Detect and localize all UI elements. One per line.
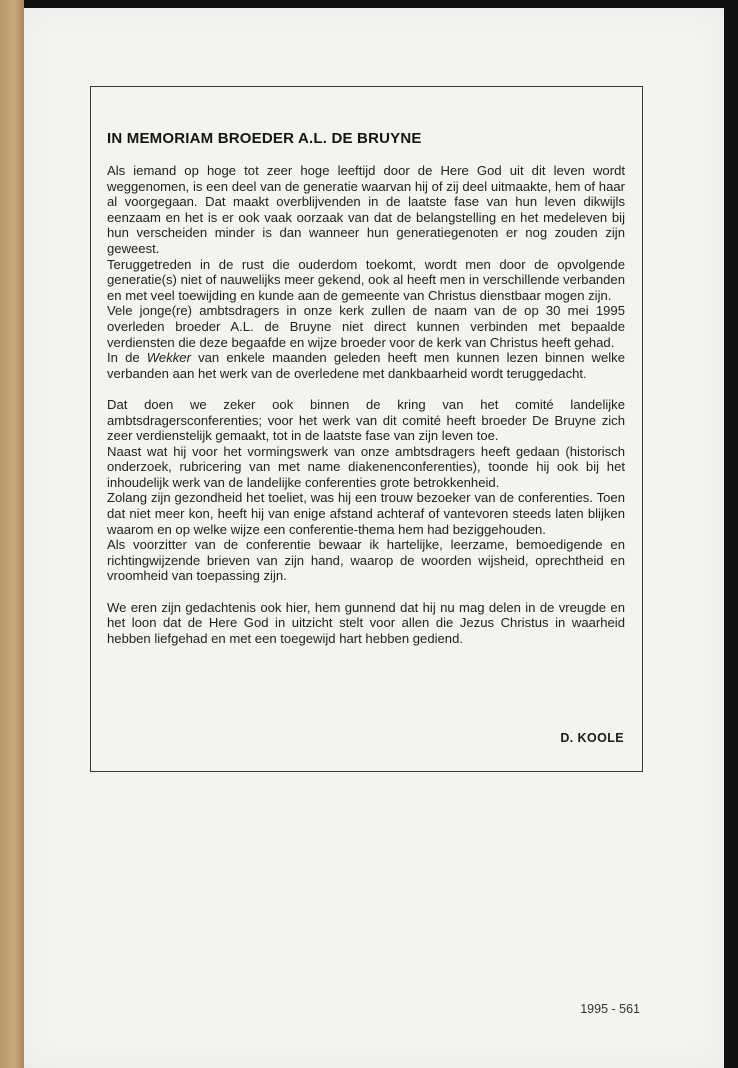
scan-right-edge [724, 0, 738, 1068]
paragraph: Dat doen we zeker ook binnen de kring van het comité landelijke ambtsdragersconferenties; voor het werk van dit comité heeft broeder De Bruyne zich zeer verdienstelijk gemaakt, tot in de laatste fase van zijn leven toe. [107, 396, 625, 444]
paragraph-text: van enkele maanden geleden heeft men kunnen lezen binnen welke verbanden aan het werk van de overledene met dankbaarheid wordt teruggedacht. [107, 350, 625, 381]
paragraph: Naast wat hij voor het vormingswerk van onze ambtsdragers heeft gedaan (historisch onderzoek, rubricering van met name diakenenconferenties), toonde hij ook bij het inhoudelijk werk van de landelijke conferenties grote betrokkenheid. [107, 443, 625, 490]
paragraph: Zolang zijn gezondheid het toeliet, was hij een trouw bezoeker van de conferenties. Toen dat niet meer kon, heeft hij van enige afstand achteraf of vantevoren steeds laten blijken waarom en op welke wijze een conferentie-thema hem had beziggehouden. [107, 490, 625, 537]
page-number: 1995 - 561 [580, 1002, 640, 1016]
paragraph: Vele jonge(re) ambtsdragers in onze kerk zullen de naam van de op 30 mei 1995 overleden broeder A.L. de Bruyne niet direct kunnen verbinden met bepaalde verdiensten die deze begaafde en wijze broeder voor de kerk van Christus heeft gehad. [107, 303, 625, 350]
paragraph [107, 350, 625, 381]
paragraph: We eren zijn gedachtenis ook hier, hem gunnend dat hij nu mag delen in de vreugde en het loon dat de Here God in uitzicht stelt voor allen die Jezus Christus in waarheid hebben liefgehad en met een toegewijd hart hebben gediend. [107, 599, 625, 646]
paragraph-text: In de [107, 350, 147, 366]
author-signature: D. KOOLE [560, 731, 624, 745]
scan-top-edge [0, 0, 738, 8]
article-body [107, 163, 625, 646]
paragraph: Als voorzitter van de conferentie bewaar ik hartelijke, leerzame, bemoedigende en richtingwijzende brieven van zijn hand, waarop de woorden wijsheid, oprechtheid en vroomheid van toepassing zijn. [107, 537, 625, 584]
paragraph: Teruggetreden in de rust die ouderdom toekomt, wordt men door de opvolgende generatie(s) niet of nauwelijks meer gekend, ook al heeft men in verschillende verbanden en met veel toewijding en kunde aan de gemeente van Christus dienstbaar mogen zijn. [107, 256, 625, 303]
book-spine [0, 0, 24, 1068]
paragraph: Als iemand op hoge tot zeer hoge leeftijd door de Here God uit dit leven wordt weggenomen, is een deel van de generatie waarvan hij of zij deel uitmaakte, hem of haar al voorgegaan. Dat maakt overblijvenden in de laatste fase van hun leven dikwijls eenzaam en het is er ook vaak oorzaak van dat de belangstelling en het medeleven bij hun verscheiden minder is dan wanneer hun generatiegenoten er nog zouden zijn geweest. [107, 163, 625, 256]
article-title: IN MEMORIAM BROEDER A.L. DE BRUYNE [107, 130, 422, 147]
publication-name: Wekker [146, 350, 191, 366]
